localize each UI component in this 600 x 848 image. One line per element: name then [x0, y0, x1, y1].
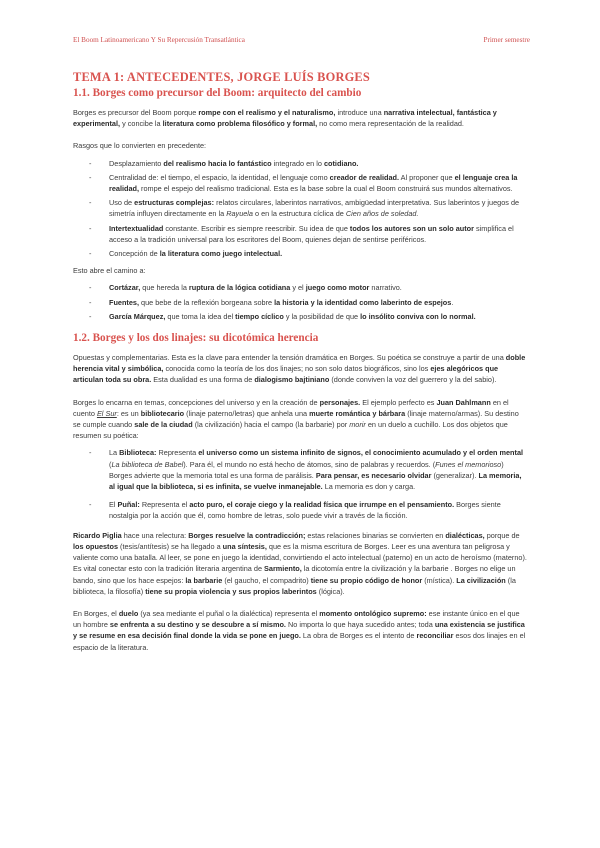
rasgos-intro: Rasgos que lo convierten en precedente:	[73, 141, 207, 151]
text-run: muerte romántica y bárbara	[309, 408, 406, 418]
section-heading-1-2: 1.2. Borges y los dos linajes: su dicotómica herencia	[73, 332, 319, 345]
text-run: Funes el memorioso	[435, 459, 502, 469]
rasgos-list-item	[73, 197, 528, 219]
header-course-title: El Boom Latinoamericano Y Su Repercusión Transatlántica	[73, 36, 245, 44]
text-run: duelo	[118, 608, 139, 618]
text-run: y el	[290, 283, 306, 293]
text-run: la literatura como juego intelectual.	[159, 249, 283, 259]
text-run: Biblioteca:	[119, 448, 157, 458]
text-run: y la posibilidad de que	[283, 311, 361, 321]
section-heading-1-1: 1.1. Borges como precursor del Boom: arquitecto del cambio	[73, 87, 362, 99]
text-run: Intertextualidad	[109, 223, 164, 233]
text-run: del realismo hacia lo fantástico	[163, 158, 272, 168]
rasgos-list-item	[73, 172, 528, 194]
text-run: la barbarie	[185, 575, 223, 585]
text-run: introduce una	[335, 108, 384, 117]
text-run: El ejemplo perfecto es	[360, 397, 437, 407]
text-run: momento ontológico supremo:	[319, 608, 427, 618]
rasgos-list-item	[73, 223, 528, 245]
text-run: que bebe de la reflexión borgeana sobre	[139, 297, 275, 307]
section-1-2-paragraph-3	[73, 530, 528, 564]
text-run: Sarmiento,	[264, 564, 302, 574]
text-run: (	[109, 459, 112, 469]
text-run: creador de realidad.	[329, 172, 400, 182]
text-run: estas relaciones binarias se convierten en	[305, 530, 446, 540]
header-semester: Primer semestre	[483, 36, 530, 44]
text-run: Esta dualidad es una forma de	[151, 375, 255, 385]
text-run: la dicotomía entre la civilización y la barbarie . Borges no elige un bando, sino que los hace espejos:	[73, 564, 516, 585]
text-run: (tesis/antítesis) se ha llegado a	[118, 541, 223, 551]
text-run: Ricardo Piglia	[73, 530, 122, 540]
text-run: La biblioteca de Babel	[111, 459, 184, 469]
text-run: ). Para él, el mundo no está hecho de átomos, sino de palabras y recuerdos. (	[183, 459, 436, 469]
text-run: el universo como un sistema infinito de signos, el conocimiento acumulado y el orden mental	[198, 448, 524, 458]
list-dash-icon: -	[89, 448, 92, 458]
rasgos-list-item	[73, 248, 528, 259]
section-1-2-paragraph-5	[73, 608, 528, 653]
text-run: una existencia se justifica y se resume en esa decisión final donde la vida se pone en juego.	[73, 620, 525, 641]
camino-intro: Esto abre el camino a:	[73, 266, 146, 276]
text-run: Cien años de soledad.	[345, 209, 419, 219]
text-run: La	[109, 448, 120, 458]
text-run: El Sur	[96, 408, 117, 418]
text-run: Borges resuelve la contradicción;	[188, 530, 306, 540]
text-run: (linaje materno/armas). Su destino se cumple cuando	[73, 408, 519, 430]
list-dash-icon: -	[89, 283, 92, 293]
text-run: Desplazamiento	[109, 158, 164, 168]
list-dash-icon: -	[89, 500, 92, 510]
text-run: sale de la ciudad	[134, 420, 193, 430]
page-header	[73, 36, 530, 44]
text-run: reconciliar	[416, 631, 454, 641]
text-run: doble herencia vital y simbólica,	[73, 353, 526, 374]
text-run: Concepción de	[109, 249, 160, 259]
text-run: Rayuela	[226, 209, 253, 219]
text-run: : es un	[116, 408, 141, 418]
text-run: que toma la idea del	[165, 311, 236, 321]
camino-list-item	[73, 297, 528, 308]
text-run: una síntesis,	[222, 541, 267, 551]
text-run: ejes alegóricos que articulan toda su obra.	[73, 364, 499, 385]
text-run: cotidiano.	[323, 158, 359, 168]
text-run: La obra de Borges es el intento de	[300, 631, 417, 641]
text-run: (generalizar).	[431, 470, 479, 480]
text-run: La memoria es don y carga.	[322, 482, 416, 492]
text-run: dialécticas,	[445, 530, 485, 540]
rasgos-list-item	[73, 158, 528, 169]
text-run: Borges es precursor del Boom porque	[73, 108, 199, 117]
text-run: No importa lo que haya sucedido antes; toda	[285, 620, 435, 630]
text-run: conocida como la teoría de los dos linajes; no son solo datos biográficos, sino los	[163, 364, 431, 374]
text-run: (el gaucho, el compadrito)	[222, 575, 311, 585]
text-run: El	[109, 500, 118, 510]
text-run: Representa	[156, 448, 199, 458]
text-run: todos los autores son un solo autor	[349, 223, 474, 233]
objetos-list-item	[73, 447, 528, 492]
text-run: no como mera representación de la realidad.	[317, 119, 464, 129]
text-run: estructuras complejas:	[134, 198, 215, 208]
objetos-list-item	[73, 499, 528, 521]
text-run: relatos circulares, laberintos narrativos, ambigüedad interpretativa. Sus laberintos y juegos de simetría influyen directamente en la	[109, 198, 520, 219]
text-run: el lenguaje crea la realidad,	[109, 172, 518, 194]
text-run: Cortázar,	[109, 283, 141, 293]
text-run: rompe el espejo del realismo tradicional. Esta es la base sobre la cual el Boom construirá sus mundos alternativos.	[139, 184, 513, 194]
text-run: Uso de	[109, 198, 135, 208]
text-run: (donde conviven la voz del guerrero y la del sabio).	[329, 375, 497, 385]
rasgos-list	[73, 158, 528, 260]
text-run: García Márquez,	[109, 311, 166, 321]
text-run: Fuentes,	[109, 297, 140, 307]
text-run: Para pensar, es necesario olvidar	[315, 470, 432, 480]
text-run: Puñal:	[117, 500, 140, 510]
text-run: rompe con el realismo y el naturalismo,	[198, 108, 336, 117]
objetos-list	[73, 447, 528, 521]
text-run: Al proponer que	[399, 172, 455, 182]
text-run: Opuestas y complementarias. Esta es la clave para entender la tensión dramática en Borges. Su poética se construye a partir de una	[73, 353, 506, 363]
list-dash-icon: -	[89, 311, 92, 321]
text-run: en el cuento	[73, 397, 509, 418]
text-run: ruptura de la lógica cotidiana	[188, 283, 291, 293]
section-1-2-paragraph-2	[73, 397, 528, 442]
text-run: La civilización	[456, 575, 506, 585]
text-run: lo insólito conviva con lo normal.	[360, 311, 476, 321]
text-run: literatura como problema filosófico y formal,	[162, 119, 318, 129]
list-dash-icon: -	[89, 249, 92, 259]
text-run: (la biblioteca, la filosofía)	[73, 575, 516, 596]
text-run: La memoria, al igual que la biblioteca, si es infinita, se vuelve inmanejable.	[109, 470, 522, 492]
text-run: Borges lo encarna en temas, concepciones del universo y en la creación de	[73, 397, 320, 407]
text-run: narrativa intelectual, fantástica y experimental,	[73, 108, 497, 129]
text-run: ) Borges advierte que la memoria total es una forma de parálisis.	[109, 459, 504, 480]
text-run: En Borges, el	[73, 608, 119, 618]
text-run: Borges siente nostalgia por la acción que él, como hombre de letras, solo puede vivir a través de la ficción.	[109, 500, 501, 521]
text-run: Juan Dahlmann	[436, 397, 491, 407]
text-run: simplifica el acceso a la tradición universal para los escritores del Boom, quienes dejan de sentirse periféricos.	[109, 223, 514, 244]
text-run: ese instante único en el que un hombre	[73, 608, 520, 630]
text-run: hace una relectura:	[121, 530, 189, 540]
section-1-2-paragraph-1	[73, 352, 528, 386]
text-run: que hereda la	[140, 283, 189, 293]
text-run: que es la misma escritura de Borges. Leer es una aventura tan peligrosa y valiente como una batalla. Al leer, se pone en juego la identidad, convirtiendo el acto intelectual (paterno) en un acto de heroísmo (materno).	[73, 541, 527, 563]
document-body	[73, 70, 528, 653]
text-run: esos dos linajes en el espacio de la literatura.	[73, 631, 526, 652]
text-run: bibliotecario	[140, 408, 185, 418]
text-run: dialogismo bajtiniano	[254, 375, 330, 385]
text-run: juego como motor	[305, 283, 370, 293]
text-run: se enfrenta a su destino y se descubre a sí mismo.	[109, 620, 286, 630]
text-run: (la civilización) hacia el campo (la barbarie) por	[192, 420, 350, 430]
text-run: constante. Escribir es siempre reescribir. Su idea de que	[163, 223, 350, 233]
text-run: en un duelo a cuchillo. Los dos objetos que resumen su poética:	[73, 420, 508, 441]
camino-list	[73, 282, 528, 322]
text-run: tiene su propia violencia y sus propios laberintos	[145, 586, 317, 596]
section-1-2-paragraph-4	[73, 563, 528, 597]
list-dash-icon: -	[89, 198, 92, 208]
text-run: narrativo.	[369, 283, 402, 293]
text-run: (ya sea mediante el puñal o la dialéctica) representa el	[138, 608, 320, 618]
text-run: Es vital conectar esto con la tradición literaria argentina de	[73, 564, 265, 574]
text-run: los opuestos	[73, 541, 119, 551]
chapter-title: TEMA 1: ANTECEDENTES, JORGE LUÍS BORGES	[73, 70, 370, 84]
list-dash-icon: -	[89, 172, 92, 182]
text-run: personajes.	[319, 397, 361, 407]
text-run: (linaje paterno/letras) que anhela una	[184, 408, 310, 418]
text-run: tiene su propio código de honor	[310, 575, 423, 585]
list-dash-icon: -	[89, 158, 92, 168]
text-run: o en la estructura cíclica de	[253, 209, 346, 219]
text-run: .	[451, 297, 454, 307]
text-run: Representa el	[139, 500, 190, 510]
text-run: integrado en lo	[271, 158, 324, 168]
text-run: (lógica).	[316, 586, 345, 596]
text-run: y concibe la	[120, 119, 163, 129]
text-run: porque de	[484, 530, 520, 540]
text-run: morir	[349, 420, 366, 430]
text-run: Centralidad de: el tiempo, el espacio, la identidad, el lenguaje como	[109, 172, 330, 182]
text-run: la historia y la identidad como laberinto de espejos	[274, 297, 452, 307]
list-dash-icon: -	[89, 297, 92, 307]
text-run: acto puro, el coraje ciego y la realidad física que irrumpe en el pensamiento.	[189, 500, 455, 510]
camino-list-item	[73, 282, 528, 293]
list-dash-icon: -	[89, 223, 92, 233]
text-run: (mística).	[422, 575, 457, 585]
camino-list-item	[73, 311, 528, 322]
section-1-1-intro	[73, 107, 528, 129]
text-run: tiempo cíclico	[235, 311, 284, 321]
